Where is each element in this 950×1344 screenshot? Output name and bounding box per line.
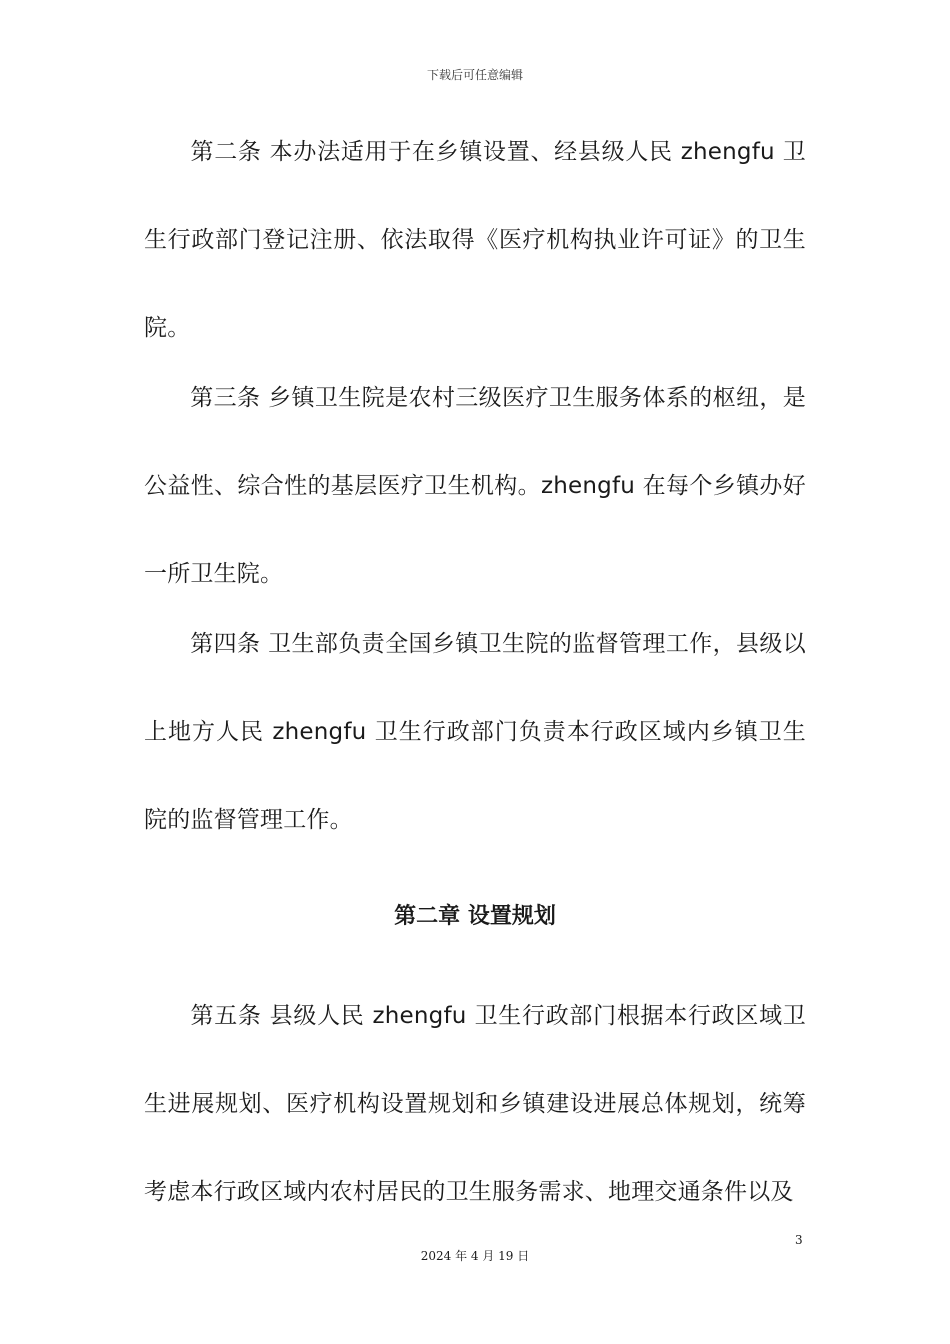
footer-date: 2024 年 4 月 19 日 bbox=[420, 1249, 530, 1263]
article-5-text: 第五条 县级人民 zhengfu 卫生行政部门根据本行政区域卫生进展规划、医疗机构设置规划和乡镇建设进展总体规划，统筹考虑本行政区域内农村居民的卫生服务需求、地理交通条件以及 bbox=[144, 1003, 806, 1205]
page-header: 下载后可任意编辑 bbox=[426, 68, 523, 82]
article-5-paragraph bbox=[144, 972, 806, 1236]
article-3-paragraph bbox=[144, 354, 806, 618]
article-4-text: 第四条 卫生部负责全国乡镇卫生院的监督管理工作，县级以上地方人民 zhengfu 卫生行政部门负责本行政区域内乡镇卫生院的监督管理工作。 bbox=[144, 631, 806, 833]
article-2-paragraph bbox=[144, 108, 806, 372]
article-3-text: 第三条 乡镇卫生院是农村三级医疗卫生服务体系的枢纽，是公益性、综合性的基层医疗卫生机构。zhengfu 在每个乡镇办好一所卫生院。 bbox=[144, 385, 806, 587]
article-2-text: 第二条 本办法适用于在乡镇设置、经县级人民 zhengfu 卫生行政部门登记注册、依法取得《医疗机构执业许可证》的卫生院。 bbox=[144, 139, 806, 341]
page-number: 3 bbox=[795, 1233, 803, 1247]
chapter-title: 第二章 设置规划 bbox=[394, 904, 556, 929]
article-4-paragraph bbox=[144, 600, 806, 864]
